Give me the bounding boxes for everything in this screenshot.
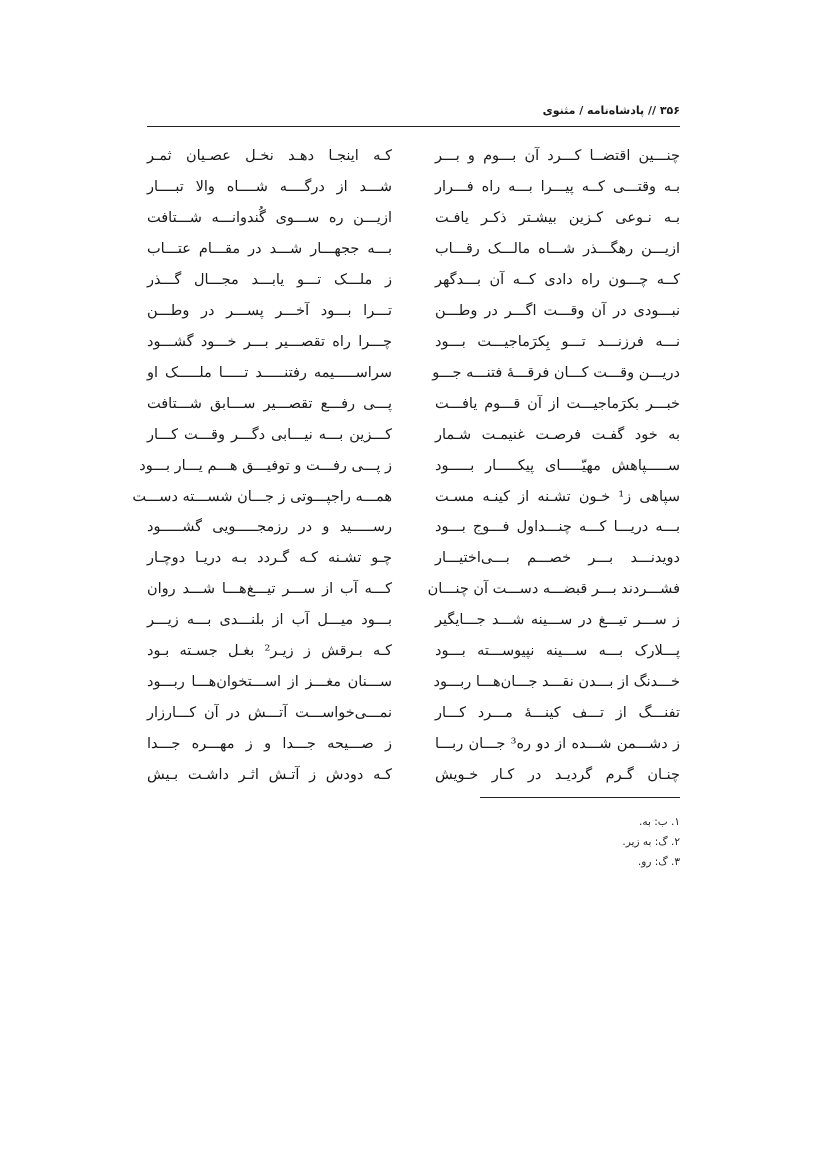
verse-line [147,698,680,729]
hemistich-second: بـــه ججهـــار شـــد در مقـــام عتـــاب [147,241,392,258]
hemistich-first: ز دشـــمن شـــده از دو ره³ جـــان ربـــا [435,736,680,753]
hemistich-first: سپاهی ز¹ خـون تشـنه از کینـه مسـت [435,488,680,505]
footnote: ۱. ب: به. [639,816,680,828]
hemistich-first: خـــدنگ از بـــدن نقـــد جـــان‌هـــا ربـــود [433,674,680,691]
verse-line [147,358,680,389]
hemistich-first: ازیـــن رهگـــذر شـــاه مالـــک رقـــاب [435,241,680,258]
verse-line [147,296,680,327]
verse-line [147,389,680,420]
verse-line [147,141,680,172]
hemistich-second: کـه دودش ز آتـش اثـر داشـت بـیش [147,766,392,783]
verse-line [147,327,680,358]
verse-line [147,605,680,636]
hemistich-first: فشـــردند بـــر قبضـــه دســـت آن چنـــان [427,581,680,598]
hemistich-second: پـــی رفـــع تقصـــیر ســـابق شـــتافت [147,395,392,412]
hemistich-second: سراســـــیمه رفتنـــــد تـــــا ملـــــک او [147,364,392,381]
verse-line [147,636,680,667]
verse-line [147,203,680,234]
hemistich-second: ز ملـــک تـــو یابـــد مجـــال گـــذر [147,271,392,288]
hemistich-second: کـه بـرقش ز زیـر² بغـل جسـته بـود [147,643,392,660]
footnotes [622,812,680,872]
footnote: ۲. گ: به زیر. [622,836,680,848]
verse-line [147,574,680,605]
verse-line [139,450,680,481]
verse-line [147,265,680,296]
verse-block [132,141,680,791]
hemistich-first: تفنـــگ از تـــف کینـــهٔ مـــرد کـــار [435,705,680,722]
verse-line [147,760,680,791]
footnote-divider [480,797,680,798]
hemistich-second: کـــه آب از ســـر تیـــغ‌هـــا شـــد روان [147,581,392,598]
hemistich-second: چـو تشـنه کـه گـردد بـه دریـا دوچـار [147,550,392,567]
verse-line [147,729,680,760]
running-head: ۳۵۶ // پادشاه‌نامه / مثنوی [542,104,680,117]
page-header [147,96,680,127]
hemistich-first: چنـان گـرم گردیـد در کـار خـویش [435,766,680,783]
hemistich-first: بـــه دریـــا کـــه چنـــداول فـــوج بـــود [435,519,680,536]
hemistich-second: ز پـــی رفـــت و توفیـــق هـــم یـــار بـــود [139,457,392,474]
hemistich-second: نمـــی‌خواســـت آتـــش در آن کـــارزار [147,705,392,722]
hemistich-second: کـــزین بـــه نیـــابی دگـــر وقـــت کـــار [147,426,392,443]
hemistich-second: رســـــید و در رزمجـــــویی گشـــــود [147,519,392,536]
hemistich-second: ســـنان مغـــز از اســـتخوان‌هـــا ربـــود [147,674,392,691]
hemistich-second: کـه اینجـا دهـد نخـل عصـیان ثمـر [147,148,392,165]
verse-line [147,419,680,450]
hemistich-second: ز صـــیحه جـــدا و ز مهـــره جـــدا [147,736,392,753]
hemistich-first: دویدنـــد بـــر خصـــم بـــی‌اختیـــار [435,550,680,567]
hemistich-first: خبـــر بکرَماجیـــت از آن قـــوم یافـــت [435,395,680,412]
hemistich-first: به خود گفـت فرصـت غنیمـت شـمار [435,426,680,443]
hemistich-first: بـه وقتـــی کــه پیـــرا بـــه راه فـــرار [435,179,680,196]
hemistich-first: پـــلارک بـــه ســـینه نپیوســـته بـــود [435,643,680,660]
hemistich-first: نبـــودی در آن وقـــت اگـــر در وطـــن [435,302,680,319]
verse-line [147,667,680,698]
verse-line [147,512,680,543]
hemistich-second: شـــد از درگــــه شــــاه والا تبــــار [147,179,392,196]
hemistich-first: کــه چـــون راه دادی کــه آن بـــدگهر [435,271,680,288]
hemistich-first: دریـــن وقـــت کـــان فرقـــهٔ فتنـــه جـــو [432,364,680,381]
hemistich-first: ســـــپاهش مهیّـــــای پیکـــــار بـــــود [435,457,680,474]
verse-line [147,234,680,265]
footnote: ۳. گ: رو. [637,856,680,868]
hemistich-second: بـــود میـــل آب از بلنـــدی بـــه زیـــر [147,612,392,629]
verse-line [147,172,680,203]
hemistich-first: نـــه فرزنـــد تـــو بِکرَماجیـــت بـــود [435,333,680,350]
hemistich-first: ز ســـر تیـــغ در ســـینه شـــد جـــایگیر [435,612,680,629]
hemistich-second: همـــه راجپـــوتی ز جـــان شســـته دســـت [132,488,392,505]
verse-line [132,481,680,512]
hemistich-second: تـــرا بـــود آخـــر پســـر در وطـــن [147,302,392,319]
hemistich-first: چنـــین اقتضــا کـــرد آن بـــوم و بـــر [435,148,680,165]
verse-line [147,543,680,574]
hemistich-second: چـــرا راه تقصـــیر بـــر خـــود گشـــود [147,333,392,350]
hemistich-first: بـه نـوعی کـزین بیشـتر ذکـر یافـت [435,210,680,227]
hemistich-second: ازیـــن ره ســـوی گُندوانـــه شـــتافت [147,210,392,227]
